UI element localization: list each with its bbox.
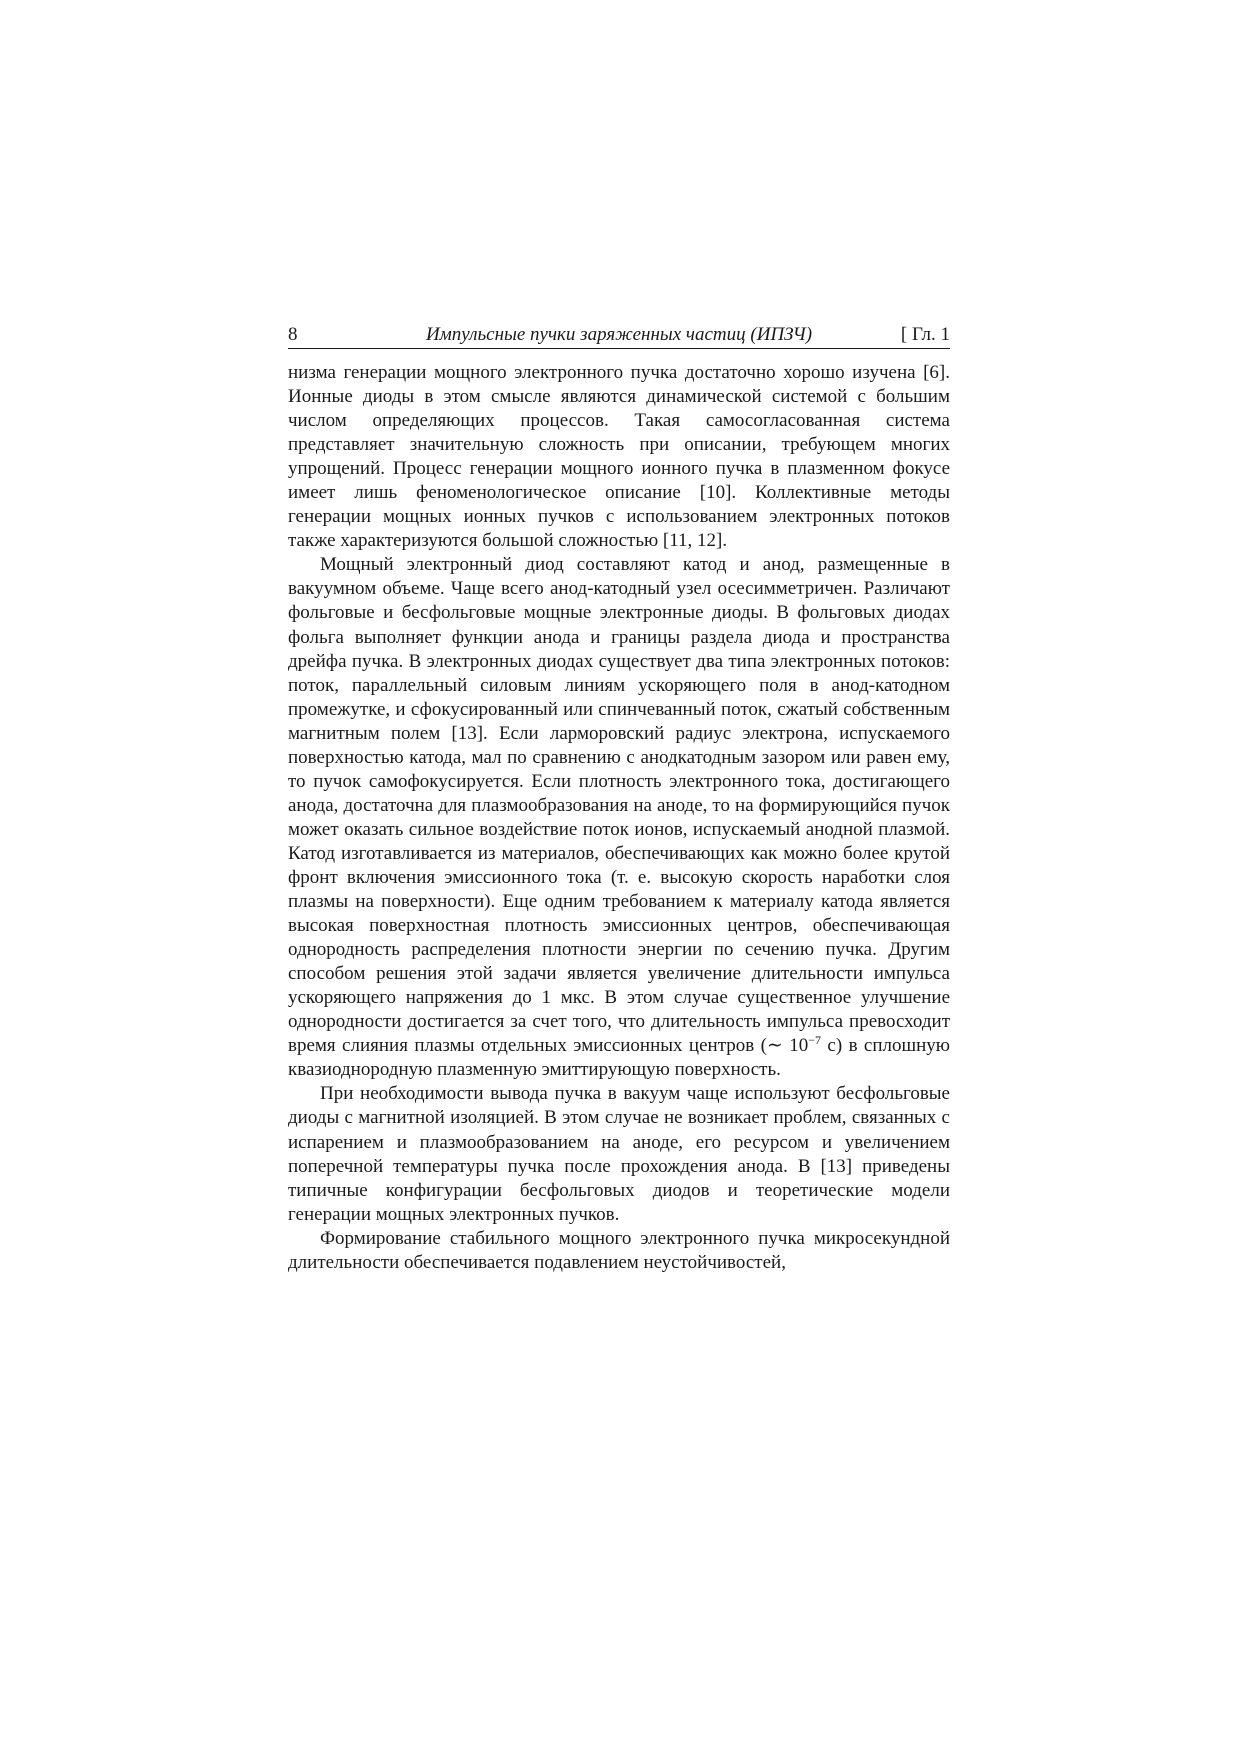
running-title: Импульсные пучки заряженных частиц (ИПЗЧ) [425, 324, 813, 345]
paragraph: Формирование стабильного мощного электронного пучка микросекундной длительности обеспечивается подавлением неустойчивостей, [288, 1227, 950, 1273]
running-head [288, 322, 950, 349]
paragraph: низма генерации мощного электронного пучка достаточно хорошо изучена [6]. Ионные диоды в этом смысле являются динамической системой с большим числом определяющих процессов. Такая самосогласованная система представляет значительную сложность при описании, требующем многих упрощений. Процесс генерации мощного ионного пучка в плазменном фокусе имеет лишь феноменологическое описание [10]. Коллективные методы генерации мощных ионных пучков с использованием электронных потоков также характеризуются большой сложностью [11, 12]. [288, 362, 950, 552]
book-page [288, 322, 950, 1275]
formula-inline [761, 1035, 843, 1056]
formula-unit: с) [821, 1035, 843, 1057]
paragraph [288, 553, 950, 1082]
body-text [288, 361, 950, 1275]
chapter-marker: [ Гл. 1 [900, 324, 950, 345]
formula-exponent: −7 [808, 1033, 822, 1048]
page-number: 8 [288, 324, 298, 345]
paragraph: При необходимости вывода пучка в вакуум чаще используют бесфольговые диоды с магнитной изоляцией. В этом случае не возникает проблем, связанных с испарением и плазмообразованием на аноде, его ресурсом и увеличением поперечной температуры пучка после прохождения анода. В [13] приведены типичные конфигурации бесфольговых диодов и теоретические модели генерации мощных электронных пучков. [288, 1083, 950, 1225]
paragraph-text: Мощный электронный диод составляют катод и анод, размещенные в вакуумном объеме. Чаще всего анод-катодный узел осесимметричен. Различают фольговые и бесфольговые мощные электронные диоды. В фольговых диодах фольга выполняет функции анода и границы раздела диода и пространства дрейфа пучка. В электронных диодах существует два типа электронных потоков: поток, параллельный силовым линиям ускоряющего поля в анод-катодном промежутке, и сфокусированный или спинчеванный поток, сжатый собственным магнитным полем [13]. Если ларморовский радиус электрона, испускаемого поверхностью катода, мал по сравнению с анодкатодным зазором или равен ему, то пучок самофокусируется. Если плотность электронного тока, достигающего анода, достаточна для плазмообразования на аноде, то на формирующийся пучок может оказать сильное воздействие поток ионов, испускаемый анодной плазмой. Катод изготавливается из материалов, обеспечивающих как можно более крутой фронт включения эмиссионного тока (т. е. высокую скорость наработки слоя плазмы на поверхности). Еще одним требованием к материалу катода является высокая поверхностная плотность эмиссионных центров, обеспечивающая однородность распределения плотности энергии по сечению пучка. Другим способом решения этой задачи является увеличение длительности импульса ускоряющего напряжения до 1 мкс. В этом случае существенное улучшение однородности достигается за счет того, что длительность импульса превосходит время слияния плазмы отдельных эмиссионных центров [288, 554, 950, 1057]
paragraph-text-continuation: в сплошную квазиоднородную плазменную эмиттирующую поверхность. [288, 1035, 950, 1081]
formula-approx: (∼ 10 [760, 1035, 809, 1057]
